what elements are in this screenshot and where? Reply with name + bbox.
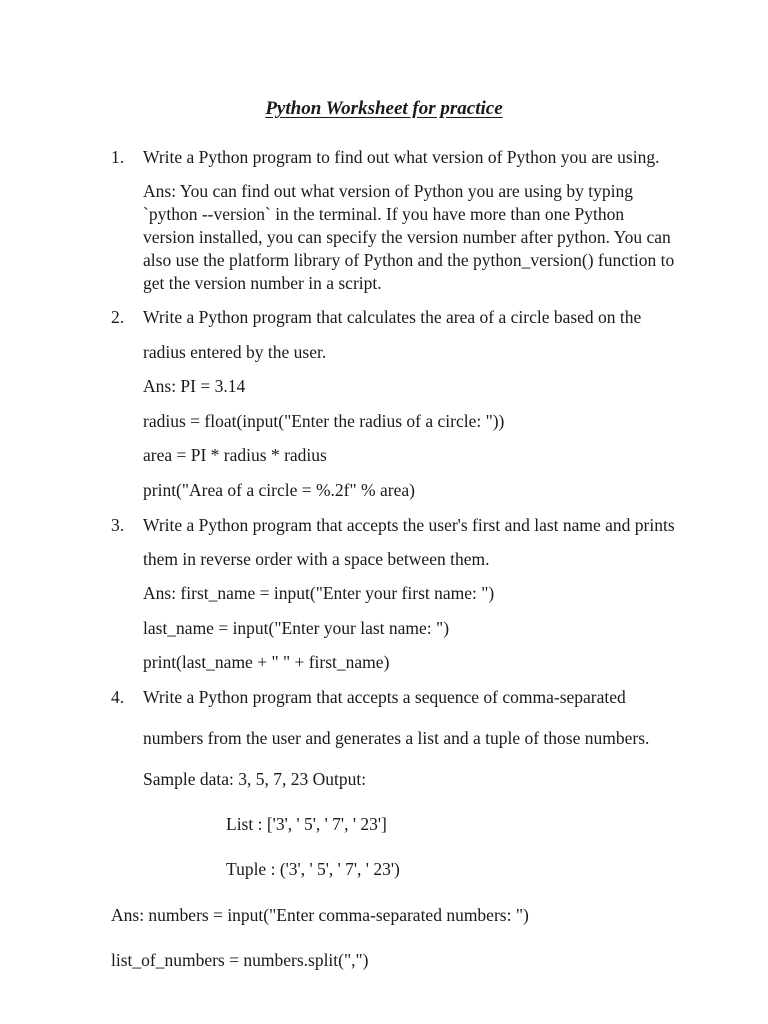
question-number: 2. xyxy=(111,307,125,327)
answer-text: version installed, you can specify the version number after python. You can xyxy=(143,227,671,247)
page-title: Python Worksheet for practice xyxy=(265,98,503,119)
question-number: 1. xyxy=(111,147,125,167)
question-text: Write a Python program that accepts a sequence of comma-separated xyxy=(143,687,626,707)
question-text: Write a Python program to find out what version of Python you are using. xyxy=(143,147,660,167)
question-text: Write a Python program that calculates the area of a circle based on the xyxy=(143,307,642,327)
sample-output-list: List : ['3', ' 5', ' 7', ' 23'] xyxy=(226,814,387,834)
answer-code: Ans: numbers = input("Enter comma-separated numbers: ") xyxy=(111,905,529,925)
answer-code: print("Area of a circle = %.2f" % area) xyxy=(143,480,415,500)
answer-text: get the version number in a script. xyxy=(143,273,382,293)
question-text: them in reverse order with a space between them. xyxy=(143,549,490,569)
answer-code: print(last_name + " " + first_name) xyxy=(143,652,390,672)
answer-code: Ans: PI = 3.14 xyxy=(143,376,246,396)
question-text: Write a Python program that accepts the user's first and last name and prints xyxy=(143,515,675,535)
question-text: Sample data: 3, 5, 7, 23 Output: xyxy=(143,769,367,789)
answer-text: `python --version` in the terminal. If you have more than one Python xyxy=(143,204,625,224)
answer-code: list_of_numbers = numbers.split(",") xyxy=(111,950,369,970)
answer-code: Ans: first_name = input("Enter your first name: ") xyxy=(143,583,495,603)
answer-code: last_name = input("Enter your last name: ") xyxy=(143,618,450,638)
sample-output-tuple: Tuple : ('3', ' 5', ' 7', ' 23') xyxy=(226,859,400,879)
question-number: 3. xyxy=(111,515,125,535)
answer-code: area = PI * radius * radius xyxy=(143,445,327,465)
question-text: radius entered by the user. xyxy=(143,342,327,362)
answer-text: Ans: You can find out what version of Python you are using by typing xyxy=(143,181,633,201)
question-number: 4. xyxy=(111,687,125,707)
answer-text: also use the platform library of Python and the python_version() function to xyxy=(143,250,675,270)
question-text: numbers from the user and generates a list and a tuple of those numbers. xyxy=(143,728,650,748)
answer-code: radius = float(input("Enter the radius of a circle: ")) xyxy=(143,411,505,431)
